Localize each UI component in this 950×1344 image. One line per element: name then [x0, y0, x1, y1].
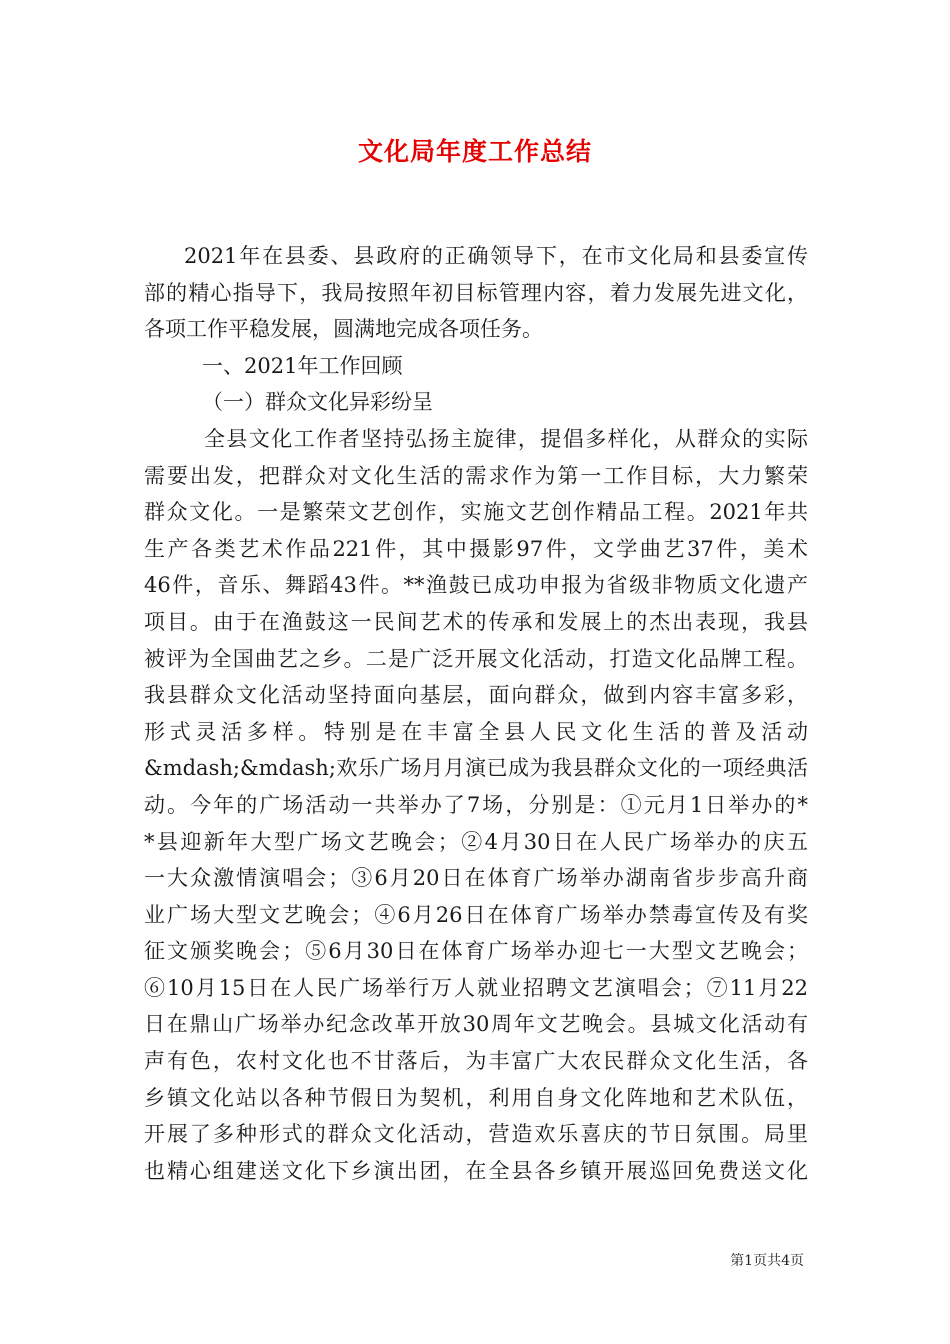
- text-line: 动。今年的广场活动一共举办了7场，分别是：①元月1日举办的*: [144, 792, 808, 817]
- text-line: 部的精心指导下，我局按照年初目标管理内容，着力发展先进文化，: [144, 280, 808, 305]
- text-line: 生产各类艺术作品221件，其中摄影97件，文学曲艺37件，美术: [144, 536, 808, 561]
- text-line: 一大众激情演唱会；③6月20日在体育广场举办湖南省步步高升商: [144, 866, 808, 891]
- text-line: 46件，音乐、舞蹈43件。**渔鼓已成功申报为省级非物质文化遗产: [144, 573, 808, 598]
- text-line: 开展了多种形式的群众文化活动，营造欢乐喜庆的节日氛围。局里: [144, 1122, 808, 1147]
- text-line: 项目。由于在渔鼓这一民间艺术的传承和发展上的杰出表现，我县: [144, 609, 808, 634]
- text-line: 我县群众文化活动坚持面向基层，面向群众，做到内容丰富多彩，: [144, 683, 808, 708]
- text-line: &mdash;&mdash;欢乐广场月月演已成为我县群众文化的一项经典活: [144, 756, 808, 781]
- text-line: 全县文化工作者坚持弘扬主旋律，提倡多样化，从群众的实际: [204, 426, 808, 451]
- text-line: 声有色，农村文化也不甘落后，为丰富广大农民群众文化生活，各: [144, 1049, 808, 1074]
- text-line: 被评为全国曲艺之乡。二是广泛开展文化活动，打造文化品牌工程。: [144, 646, 808, 671]
- text-line: 征文颁奖晚会；⑤6月30日在体育广场举办迎七一大型文艺晚会；: [144, 939, 808, 964]
- text-line: 日在鼎山广场举办纪念改革开放30周年文艺晚会。县城文化活动有: [144, 1012, 808, 1037]
- text-line: 群众文化。一是繁荣文艺创作，实施文艺创作精品工程。2021年共: [144, 500, 808, 525]
- section-heading: 一、2021年工作回顾: [202, 353, 403, 378]
- text-line: 也精心组建送文化下乡演出团，在全县各乡镇开展巡回免费送文化: [144, 1158, 808, 1183]
- text-line: 乡镇文化站以各种节假日为契机，利用自身文化阵地和艺术队伍，: [144, 1085, 808, 1110]
- document-title: 文化局年度工作总结: [357, 137, 592, 166]
- text-line: 形式灵活多样。特别是在丰富全县人民文化生活的普及活动: [144, 719, 808, 744]
- text-line: 需要出发，把群众对文化生活的需求作为第一工作目标，大力繁荣: [144, 463, 808, 488]
- text-line: 2021年在县委、县政府的正确领导下，在市文化局和县委宣传: [184, 244, 808, 268]
- text-line: 业广场大型文艺晚会；④6月26日在体育广场举办禁毒宣传及有奖: [144, 902, 808, 927]
- text-line: *县迎新年大型广场文艺晚会；②4月30日在人民广场举办的庆五: [144, 829, 808, 854]
- subsection-heading: （一）群众文化异彩纷呈: [202, 390, 433, 415]
- text-line: 各项工作平稳发展，圆满地完成各项任务。: [144, 317, 543, 342]
- text-line: ⑥10月15日在人民广场举行万人就业招聘文艺演唱会；⑦11月22: [144, 975, 808, 1000]
- page-number: 第1页共4页: [730, 1253, 804, 1269]
- document-body: [144, 238, 808, 1189]
